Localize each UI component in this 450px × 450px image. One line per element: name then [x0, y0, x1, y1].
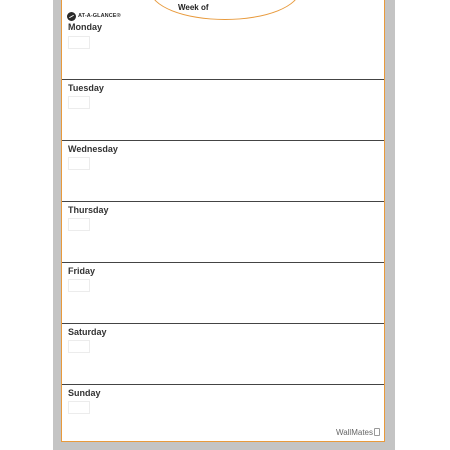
day-label-thursday: Thursday: [68, 205, 109, 215]
day-label-monday: Monday: [68, 22, 103, 32]
date-box-wednesday[interactable]: [68, 157, 90, 170]
day-label-friday: Friday: [68, 266, 96, 276]
date-box-saturday[interactable]: [68, 340, 90, 353]
week-of-label: Week of: [178, 3, 209, 12]
date-box-friday[interactable]: [68, 279, 90, 292]
day-friday[interactable]: [62, 262, 384, 322]
date-box-tuesday[interactable]: [68, 96, 90, 109]
date-box-monday[interactable]: [68, 36, 90, 49]
day-label-sunday: Sunday: [68, 388, 101, 398]
day-tuesday[interactable]: [62, 79, 384, 139]
date-box-sunday[interactable]: [68, 401, 90, 414]
day-divider: [62, 323, 384, 324]
day-divider: [62, 384, 384, 385]
date-box-thursday[interactable]: [68, 218, 90, 231]
day-thursday[interactable]: [62, 201, 384, 261]
day-saturday[interactable]: [62, 323, 384, 383]
wallmates-mark-icon: [374, 428, 380, 436]
day-wednesday[interactable]: [62, 140, 384, 200]
day-label-tuesday: Tuesday: [68, 83, 104, 93]
day-divider: [62, 262, 384, 263]
day-label-saturday: Saturday: [68, 327, 107, 337]
day-divider: [62, 79, 384, 80]
day-label-wednesday: Wednesday: [68, 144, 118, 154]
logo-text: AT-A-GLANCE®: [78, 13, 121, 19]
day-divider: [62, 140, 384, 141]
day-divider: [62, 201, 384, 202]
wallmates-brand: [336, 428, 380, 437]
day-monday[interactable]: [62, 18, 384, 78]
brand-text: WallMates: [335, 428, 373, 437]
